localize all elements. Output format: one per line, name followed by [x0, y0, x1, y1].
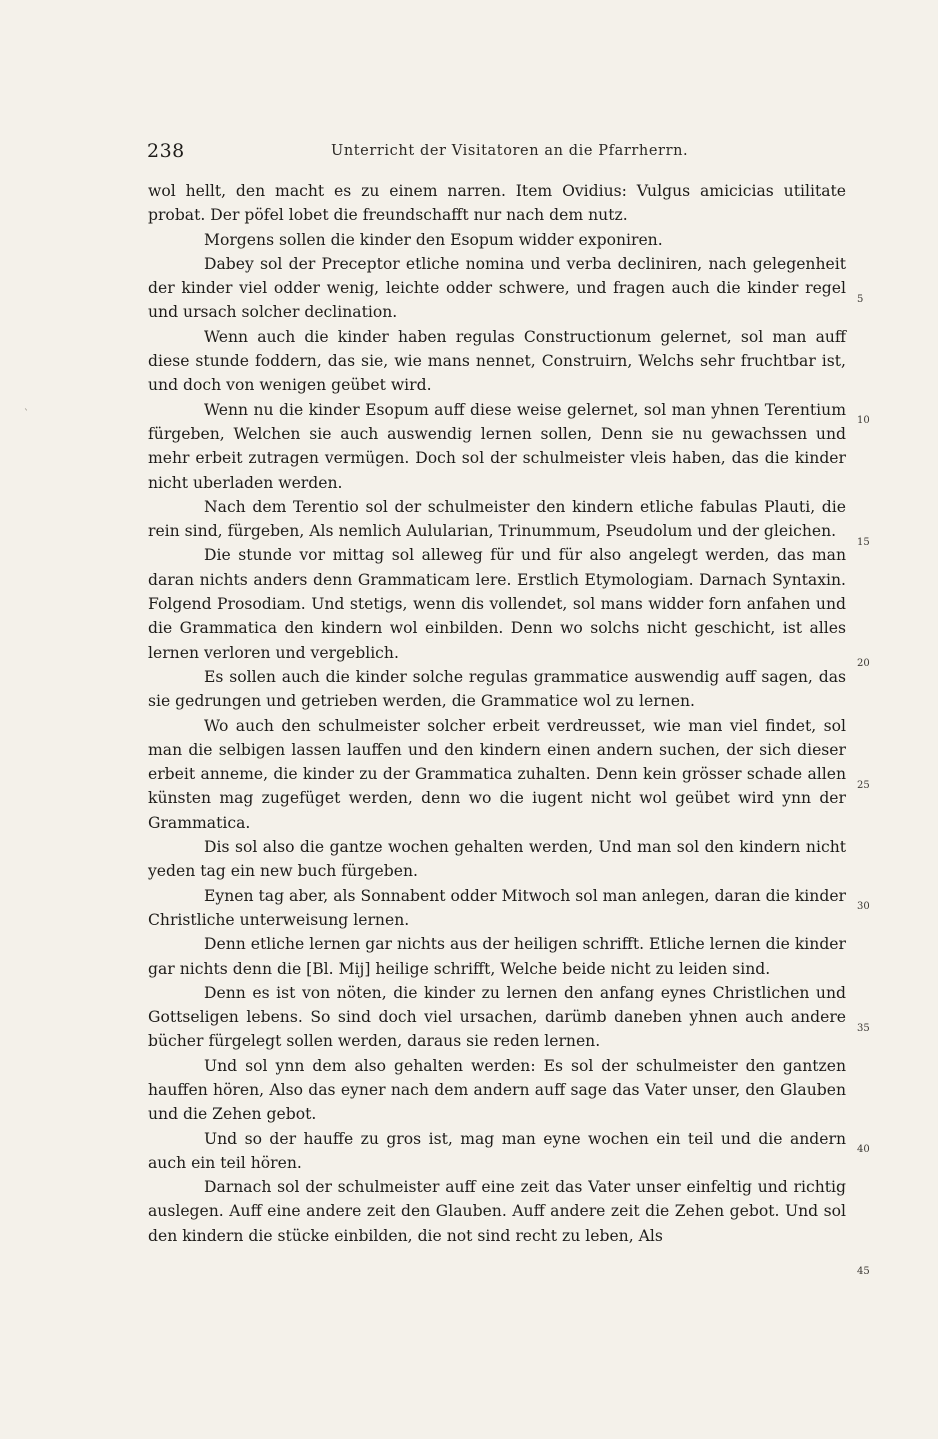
body-text	[148, 179, 846, 1248]
paragraph: Es sollen auch die kinder solche regulas grammatice auswendig auff sagen, das sie gedrungen und getrieben werden, die Grammatice wol zu lernen.	[148, 667, 846, 711]
running-head: Unterricht der Visitatoren an die Pfarrherrn.	[331, 143, 689, 159]
line-number: 30	[857, 901, 870, 912]
paragraph: Denn etliche lernen gar nichts aus der heiligen schrifft. Etliche lernen die kinder gar nichts denn die [Bl. Mij] heilige schrifft, Welche beide nicht zu leiden sind.	[148, 935, 846, 978]
page-number: 238	[147, 140, 185, 162]
line-number: 10	[857, 415, 870, 426]
paragraph: Eynen tag aber, als Sonnabent odder Mitwoch sol man anlegen, daran die kinder Christliche unterweisung lernen.	[148, 886, 846, 929]
line-number: 45	[857, 1266, 870, 1277]
margin-mark: ˋ	[24, 409, 29, 420]
paragraph: Wenn auch die kinder haben regulas Constructionum gelernet, sol man auff diese stunde foddern, das sie, wie mans nennet, Construirn, Welchs sehr fruchtbar ist, und doch von wenigen geübet wird.	[148, 327, 846, 395]
paragraph: wol hellt, den macht es zu einem narren. Item Ovidius: Vulgus amicicias utilitate probat. Der pöfel lobet die freundschafft nur nach dem nutz.	[148, 182, 846, 225]
paragraph: Und so der hauffe zu gros ist, mag man eyne wochen ein teil und die andern auch ein teil hören.	[148, 1129, 846, 1172]
line-number: 40	[857, 1144, 870, 1155]
line-number: 20	[857, 658, 870, 669]
paragraph: Nach dem Terentio sol der schulmeister den kindern etliche fabulas Plauti, die rein sind, fürgeben, Als nemlich Aulularian, Trinummum, Pseudolum und der gleichen.	[148, 497, 846, 541]
line-number: 35	[857, 1023, 870, 1034]
paragraph: Denn es ist von nöten, die kinder zu lernen den anfang eynes Christlichen und Gottseligen lebens. So sind doch viel ursachen, darümb daneben yhnen auch andere bücher fürgelegt sollen werden, daraus sie reden lernen.	[148, 983, 846, 1051]
line-number: 25	[857, 780, 870, 791]
paragraph: Dis sol also die gantze wochen gehalten werden, Und man sol den kindern nicht yeden tag ein new buch fürgeben.	[148, 838, 846, 881]
page-header	[147, 140, 847, 170]
paragraph: Darnach sol der schulmeister auff eine zeit das Vater unser einfeltig und richtig auslegen. Auff eine andere zeit den Glauben. Auff andere zeit die Zehen gebot. Und sol den kindern die stücke einbilden, die not sind recht zu leben, Als	[148, 1178, 846, 1245]
paragraph: Die stunde vor mittag sol alleweg für und für also angelegt werden, das man daran nichts anders denn Grammaticam lere. Erstlich Etymologiam. Darnach Syntaxin. Folgend Prosodiam. Und stetigs, wenn dis vollendet, sol mans widder forn anfahen und die Grammatica den kindern wol einbilden. Denn wo solchs nicht geschicht, ist alles lernen verloren und vergeblich.	[148, 546, 846, 662]
line-number: 15	[857, 537, 870, 548]
paragraph: Und sol ynn dem also gehalten werden: Es sol der schulmeister den gantzen hauffen hören, Also das eyner nach dem andern auff sage das Vater unser, den Glauben und die Zehen gebot.	[148, 1056, 846, 1124]
paragraph: Wenn nu die kinder Esopum auff diese weise gelernet, sol man yhnen Terentium fürgeben, Welchen sie auch auswendig lernen sollen, Denn sie nu gewachssen und mehr erbeit zutragen vermügen. Doch sol der schulmeister vleis haben, das die kinder nicht uberladen werden.	[148, 400, 846, 492]
paragraph: Morgens sollen die kinder den Esopum widder exponiren.	[204, 230, 663, 249]
paragraph: Dabey sol der Preceptor etliche nomina und verba decliniren, nach gelegenheit der kinder viel odder wenig, leichte odder schwere, und fragen auch die kinder regel und ursach solcher declination.	[148, 254, 846, 322]
paragraph: Wo auch den schulmeister solcher erbeit verdreusset, wie man viel findet, sol man die selbigen lassen lauffen und den kindern einen andern suchen, der sich dieser erbeit anneme, die kinder zu der Grammatica zuhalten. Denn kein grösser schade allen künsten mag zugefüget werden, denn wo die iugent nicht wol geübet wird ynn der Grammatica.	[148, 716, 846, 832]
line-number: 5	[857, 294, 864, 305]
